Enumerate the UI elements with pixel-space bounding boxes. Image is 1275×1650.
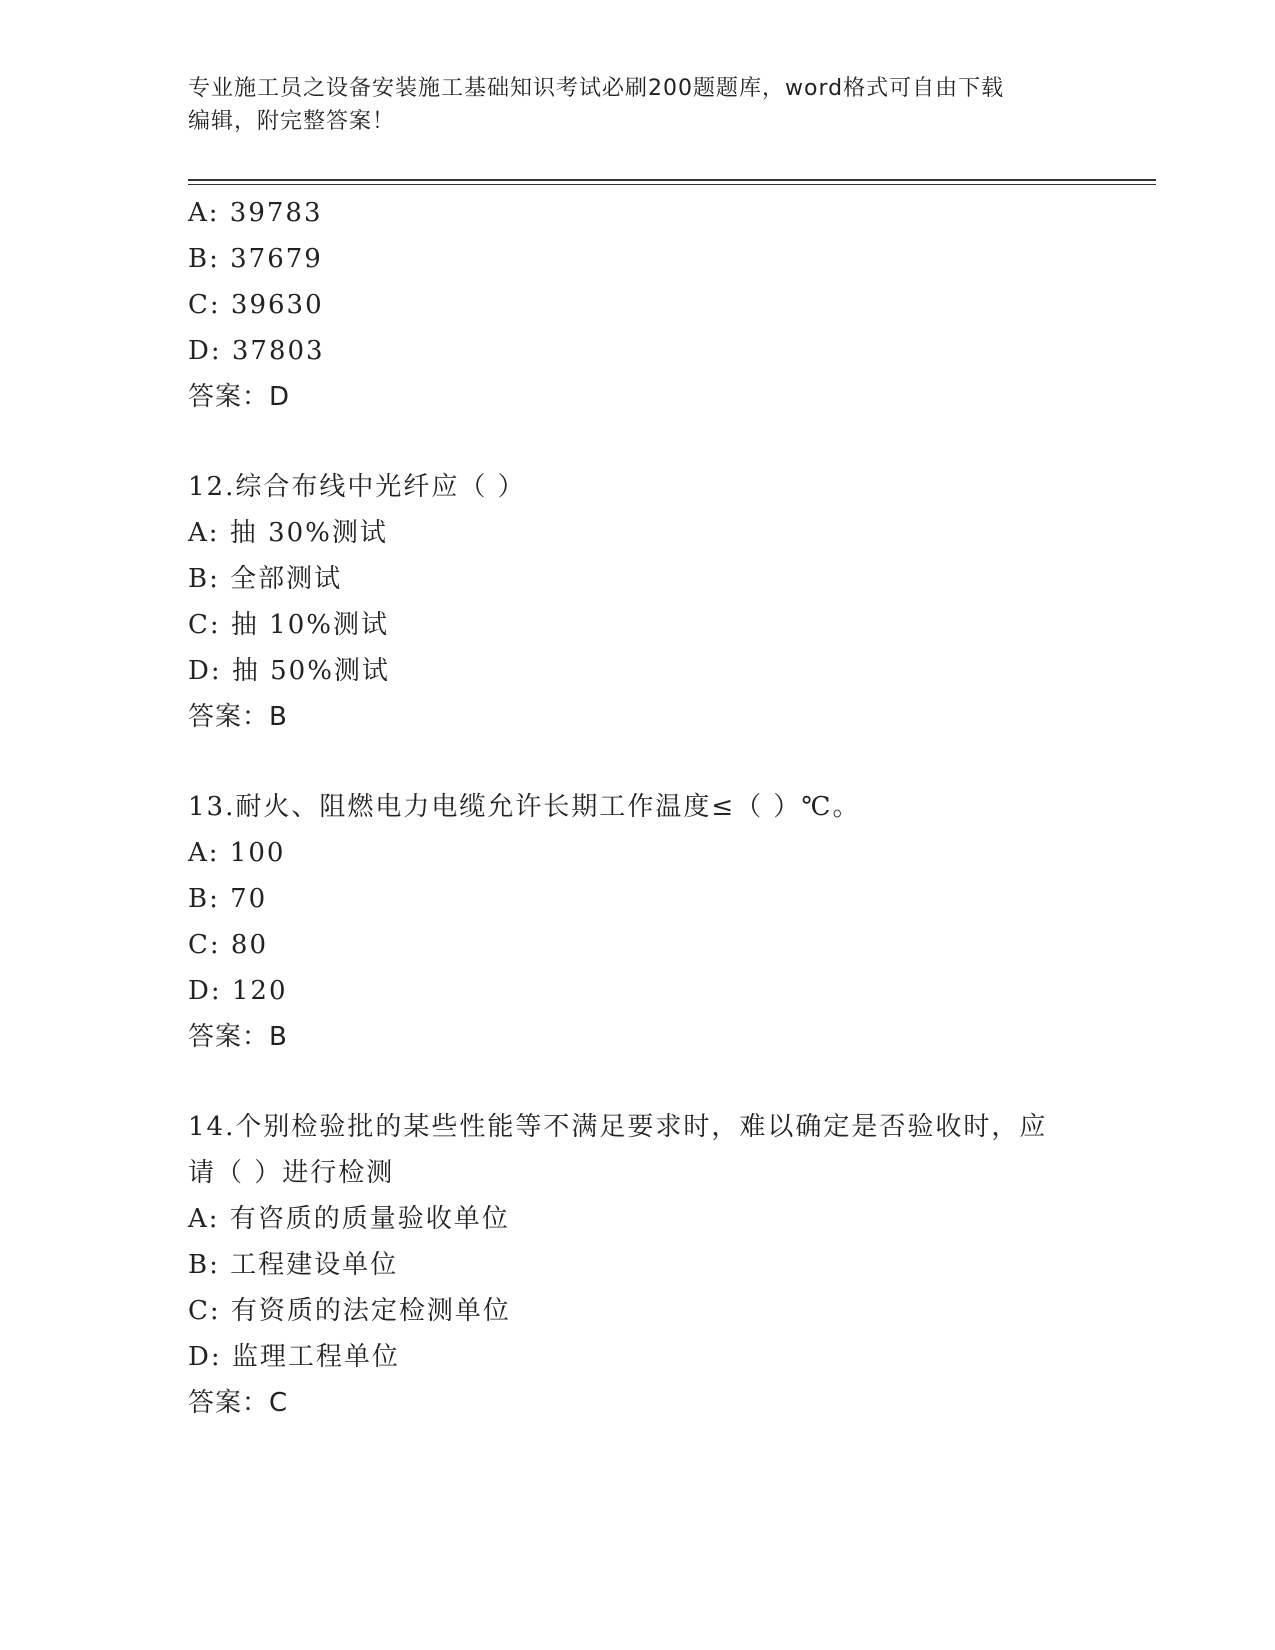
answer: 答案：D bbox=[188, 382, 291, 412]
option-a: A: 100 bbox=[188, 838, 286, 868]
question-list bbox=[188, 190, 1108, 1426]
header-rule-thin bbox=[188, 184, 1156, 185]
option-c: C: 有资质的法定检测单位 bbox=[188, 1296, 511, 1326]
option-b: B: 全部测试 bbox=[188, 564, 343, 594]
option-d: D: 抽 50%测试 bbox=[188, 656, 390, 686]
option-d: D: 37803 bbox=[188, 336, 325, 366]
answer: 答案：C bbox=[188, 1388, 289, 1418]
header-rule-thick bbox=[188, 179, 1156, 181]
option-b: B: 37679 bbox=[188, 244, 323, 274]
option-b: B: 工程建设单位 bbox=[188, 1250, 399, 1280]
question-11 bbox=[188, 190, 1108, 420]
option-d: D: 120 bbox=[188, 976, 288, 1006]
question-text: 12.综合布线中光纤应（ ） bbox=[188, 472, 526, 502]
question-12 bbox=[188, 464, 1108, 740]
document-header bbox=[188, 72, 1088, 138]
question-text: 13.耐火、阻燃电力电缆允许长期工作温度≤（ ）℃。 bbox=[188, 792, 861, 822]
answer: 答案：B bbox=[188, 1022, 288, 1052]
question-14 bbox=[188, 1104, 1108, 1426]
option-a: A: 有咨质的质量验收单位 bbox=[188, 1204, 510, 1234]
option-c: C: 80 bbox=[188, 930, 269, 960]
question-text-line-1: 14.个别检验批的某些性能等不满足要求时，难以确定是否验收时，应 bbox=[188, 1112, 1048, 1142]
option-d: D: 监理工程单位 bbox=[188, 1342, 400, 1372]
answer: 答案：B bbox=[188, 702, 288, 732]
option-a: A: 39783 bbox=[188, 198, 323, 228]
header-line-1: 专业施工员之设备安装施工基础知识考试必刷200题题库，word格式可自由下载 bbox=[188, 76, 1005, 101]
question-text-line-2: 请（ ）进行检测 bbox=[188, 1158, 395, 1188]
header-line-2: 编辑，附完整答案！ bbox=[188, 109, 396, 134]
option-a: A: 抽 30%测试 bbox=[188, 518, 388, 548]
option-b: B: 70 bbox=[188, 884, 268, 914]
option-c: C: 抽 10%测试 bbox=[188, 610, 389, 640]
option-c: C: 39630 bbox=[188, 290, 324, 320]
question-13 bbox=[188, 784, 1108, 1060]
